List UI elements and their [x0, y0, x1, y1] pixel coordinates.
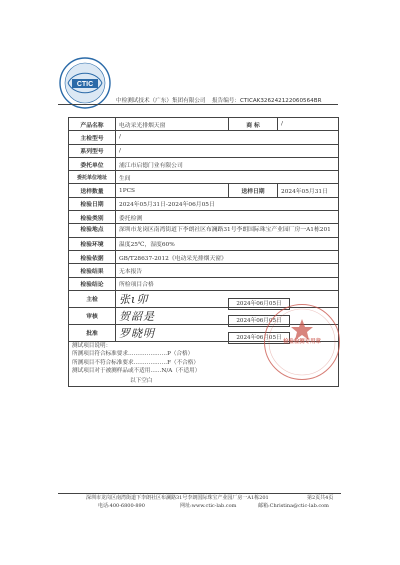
row-label: 检验地点	[69, 224, 116, 237]
row-label: 产品名称	[69, 118, 116, 131]
company-logo-icon	[58, 56, 112, 110]
signature: 张ι卯	[119, 292, 149, 306]
footer-email: 邮箱:Christina@ctic-lab.com	[258, 503, 329, 509]
row-label: 检验环境	[69, 237, 116, 250]
signature-date: 2024年06月05日	[228, 332, 290, 344]
remark-line: 测试项目说明：	[72, 342, 112, 349]
row-value: 委托检测	[116, 211, 339, 224]
row-label: 检验日期	[69, 197, 116, 210]
table-row	[69, 277, 339, 290]
table-row	[69, 171, 339, 184]
row-label-2: 商 标	[229, 118, 278, 131]
row-label: 送样数量	[69, 184, 116, 197]
signature-role: 审核	[69, 307, 116, 324]
row-value: 2024年05月31日-2024年06月05日	[116, 197, 339, 210]
logo-text: CTIC	[76, 81, 94, 88]
row-label: 委托单位	[69, 157, 116, 170]
signature-role: 主检	[69, 290, 116, 307]
remark-line: 所测项目不符合标准要求………………F（不合格）	[72, 359, 199, 366]
row-value: 浦江市启德门业有限公司	[116, 157, 339, 170]
row-label: 检验结果	[69, 264, 116, 277]
signature: 罗晓明	[119, 326, 155, 340]
row-value: 无本报告	[116, 264, 339, 277]
row-label: 检验类别	[69, 211, 116, 224]
stamp-label: 检验检测专用章	[283, 339, 321, 345]
row-label: 检验结论	[69, 277, 116, 290]
table-row	[69, 118, 339, 131]
footer-web: 网址:www.ctic-lab.com	[180, 503, 237, 509]
row-value: 所检项目合格	[116, 277, 339, 290]
table-row	[69, 237, 339, 250]
row-value: /	[116, 131, 339, 144]
row-label-2: 送样日期	[229, 184, 278, 197]
table-row	[69, 184, 339, 197]
remark-line: 所测项目符合标准要求…………………P（合格）	[72, 351, 194, 358]
table-row	[69, 197, 339, 210]
table-row	[69, 264, 339, 277]
row-label: 系列型号	[69, 144, 116, 157]
table-row	[69, 211, 339, 224]
row-label: 主检型号	[69, 131, 116, 144]
row-value: 温度25℃，湿度60%	[116, 237, 339, 250]
row-value: GB/T28637-2012《电动采光排烟天窗》	[116, 250, 339, 263]
row-value-2: /	[278, 118, 339, 131]
signature-date: 2024年06月05日	[228, 298, 290, 310]
header-company: 中检测试技术（广东）集团有限公司	[116, 98, 206, 104]
row-label: 检验依据	[69, 250, 116, 263]
row-value: 生间	[116, 171, 339, 184]
table-row	[69, 224, 339, 237]
table-row	[69, 131, 339, 144]
remark-line: 以下空白	[130, 378, 153, 385]
signature-role: 批准	[69, 324, 116, 341]
header-report-no: 报告编号：CTICAK326242122060564BR	[212, 98, 322, 104]
table-row	[69, 250, 339, 263]
row-value: /	[116, 144, 339, 157]
row-value: 电动采光排烟天窗	[116, 118, 229, 131]
row-value: 1PCS	[116, 184, 229, 197]
footer-address: 深圳市龙岗区南湾街道下李朗社区布澜路31号李朗国际珠宝产业园厂房一A1栋201	[86, 495, 269, 501]
footer-page: 第2页共4页	[307, 495, 334, 501]
inspection-stamp	[264, 304, 340, 380]
signature-date: 2024年06月05日	[228, 315, 290, 327]
row-value: 深圳市龙岗区南湾街道下李朗社区布澜路31号李朗国际珠宝产业园厂房一A1栋201	[116, 224, 339, 237]
signature: 贺韶是	[119, 309, 155, 323]
header-divider	[58, 104, 338, 105]
table-row	[69, 157, 339, 170]
footer-tel: 电话:400-6800-890	[98, 503, 145, 509]
row-label: 委托单位地址	[69, 171, 116, 184]
remark-line: 测试项目对于被测样品或不适用……N/A（不适用）	[72, 368, 201, 375]
table-row	[69, 144, 339, 157]
row-value-2: 2024年05月31日	[278, 184, 339, 197]
